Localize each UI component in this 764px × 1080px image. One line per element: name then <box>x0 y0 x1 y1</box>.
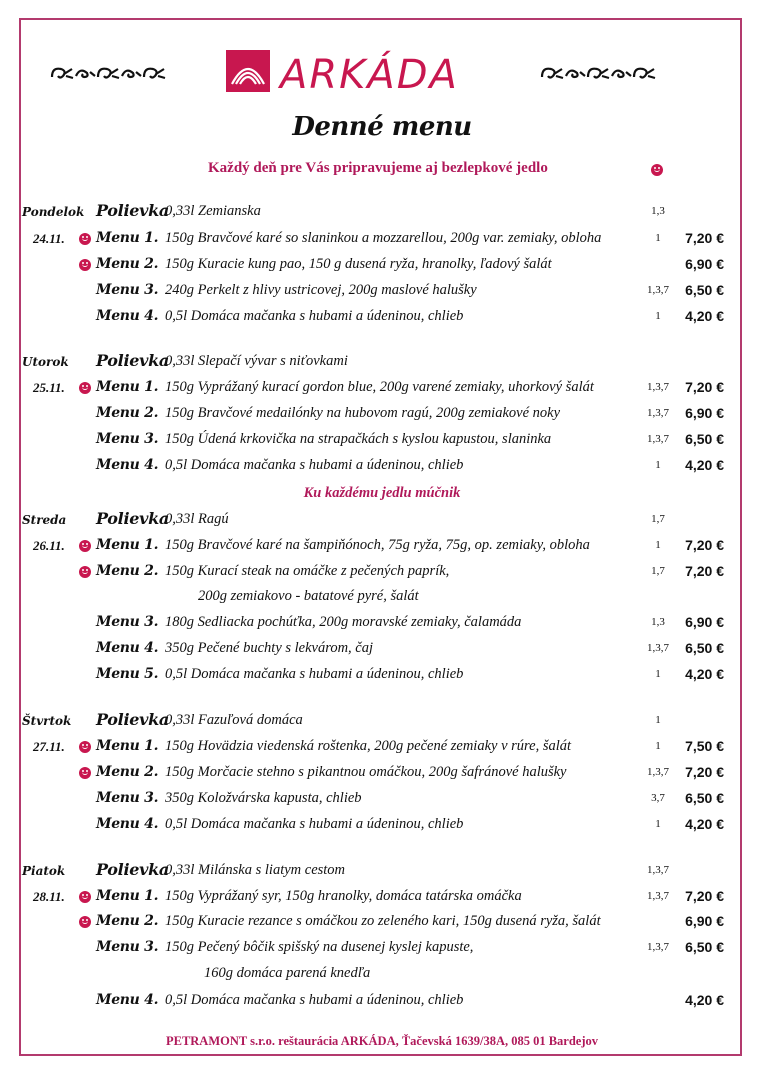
soup-row <box>0 350 764 374</box>
allergens: 1 <box>655 818 661 830</box>
item-description: 180g Sedliacka pochúťka, 200g moravské zemiaky, čalamáda <box>165 614 522 630</box>
day-name: Piatok <box>22 864 66 878</box>
item-description: 0,33l Fazuľová domáca <box>165 712 303 728</box>
item-description-continued: 200g zemiakovo - batatové pyré, šalát <box>198 588 419 604</box>
item-label: Polievka <box>96 201 169 220</box>
menu-row <box>0 305 764 329</box>
gluten-free-smiley-icon <box>79 741 91 753</box>
day-date: 27.11. <box>33 739 65 754</box>
price: 6,50 € <box>685 790 724 806</box>
allergens: 1,3,7 <box>647 381 669 393</box>
item-label: Menu 3. <box>96 614 159 630</box>
price: 7,20 € <box>685 230 724 246</box>
item-label: Menu 1. <box>96 738 159 754</box>
item-label: Menu 3. <box>96 282 159 298</box>
menu-row <box>0 910 764 934</box>
menu-row <box>0 813 764 837</box>
item-description: 0,5l Domáca mačanka s hubami a údeninou, chlieb <box>165 666 464 682</box>
price: 7,20 € <box>685 563 724 579</box>
item-description: 150g Kuracie rezance s omáčkou zo zeleného kari, 150g dusená ryža, šalát <box>165 913 601 929</box>
arkada-logo <box>226 48 488 94</box>
item-label: Menu 1. <box>96 537 159 553</box>
day-name: Pondelok <box>22 205 85 219</box>
allergens: 1 <box>655 668 661 680</box>
price: 6,90 € <box>685 405 724 421</box>
item-label: Menu 2. <box>96 913 159 929</box>
soup-row <box>0 200 764 224</box>
menu-row <box>0 402 764 426</box>
price: 7,20 € <box>685 379 724 395</box>
price: 4,20 € <box>685 666 724 682</box>
allergens: 1,3 <box>651 616 665 628</box>
soup-row <box>0 709 764 733</box>
smiley-icon <box>651 164 663 176</box>
allergens: 1 <box>655 232 661 244</box>
item-description: 0,33l Ragú <box>165 511 229 527</box>
allergens: 1,7 <box>651 513 665 525</box>
item-label: Menu 3. <box>96 939 159 955</box>
menu-row <box>0 376 764 400</box>
price: 6,90 € <box>685 913 724 929</box>
item-label: Menu 1. <box>96 888 159 904</box>
price: 6,90 € <box>685 614 724 630</box>
item-description: 0,33l Zemianska <box>165 203 261 219</box>
day-name: Streda <box>22 513 67 527</box>
allergens: 1,3 <box>651 205 665 217</box>
item-label: Menu 4. <box>96 640 159 656</box>
allergens: 3,7 <box>651 792 665 804</box>
price: 7,50 € <box>685 738 724 754</box>
item-description: 150g Bravčové medailónky na hubovom ragú, 200g zemiakové noky <box>165 405 561 421</box>
item-label: Polievka <box>96 509 169 528</box>
item-description: 150g Vyprážaný kurací gordon blue, 200g varené zemiaky, uhorkový šalát <box>165 379 594 395</box>
allergens: 1 <box>655 459 661 471</box>
allergens: 1,3,7 <box>647 890 669 902</box>
soup-row <box>0 859 764 883</box>
allergens: 1 <box>655 539 661 551</box>
price: 7,20 € <box>685 764 724 780</box>
price: 6,50 € <box>685 282 724 298</box>
allergens: 1,3,7 <box>647 284 669 296</box>
gluten-free-smiley-icon <box>79 259 91 271</box>
menu-row <box>0 611 764 635</box>
item-description: 0,5l Domáca mačanka s hubami a údeninou, chlieb <box>165 457 464 473</box>
footer-address: PETRAMONT s.r.o. reštaurácia ARKÁDA, Ťačevská 1639/38A, 085 01 Bardejov <box>165 1034 599 1048</box>
gluten-free-smiley-icon <box>79 233 91 245</box>
item-label: Menu 2. <box>96 256 159 272</box>
gluten-free-smiley-icon <box>79 382 91 394</box>
allergens: 1 <box>655 740 661 752</box>
day-name: Utorok <box>22 355 69 369</box>
menu-row <box>0 885 764 909</box>
item-description: 150g Kurací steak na omáčke z pečených paprík, <box>165 563 450 579</box>
item-description: 0,5l Domáca mačanka s hubami a údeninou, chlieb <box>165 308 464 324</box>
allergens: 1,3,7 <box>647 407 669 419</box>
menu-row <box>0 761 764 785</box>
item-description: 150g Vyprážaný syr, 150g hranolky, domáca tatárska omáčka <box>165 888 522 904</box>
menu-row <box>0 663 764 687</box>
menu-row <box>0 787 764 811</box>
logo-text: ARKÁDA <box>280 52 459 94</box>
allergens: 1,3,7 <box>647 941 669 953</box>
gluten-free-smiley-icon <box>79 916 91 928</box>
item-label: Menu 2. <box>96 563 159 579</box>
allergens: 1,3,7 <box>647 864 669 876</box>
item-description: 150g Bravčové karé so slaninkou a mozzarellou, 200g var. zemiaky, obloha <box>165 230 602 246</box>
allergens: 1 <box>655 714 661 726</box>
item-label: Polievka <box>96 860 169 879</box>
item-description: 240g Perkelt z hlivy ustricovej, 200g maslové halušky <box>165 282 477 298</box>
item-label: Menu 1. <box>96 379 159 395</box>
menu-row <box>0 253 764 277</box>
menu-row <box>0 428 764 452</box>
allergens: 1,3,7 <box>647 766 669 778</box>
gluten-free-smiley-icon <box>79 540 91 552</box>
day-name: Štvrtok <box>22 714 72 728</box>
ornament-left-icon <box>48 62 172 84</box>
item-description: 150g Údená krkovička na strapačkách s kyslou kapustou, slaninka <box>165 431 552 447</box>
item-description: 350g Koložvárska kapusta, chlieb <box>165 790 362 806</box>
menu-row <box>0 534 764 558</box>
item-description: 150g Pečený bôčik spišský na dusenej kyslej kapuste, <box>165 939 474 955</box>
menu-row <box>0 560 764 584</box>
item-description: 0,5l Domáca mačanka s hubami a údeninou, chlieb <box>165 816 464 832</box>
price: 4,20 € <box>685 992 724 1008</box>
item-label: Polievka <box>96 710 169 729</box>
item-description: 0,33l Slepačí vývar s niťovkami <box>165 353 348 369</box>
item-label: Menu 2. <box>96 764 159 780</box>
item-label: Menu 4. <box>96 992 159 1008</box>
item-label: Menu 4. <box>96 308 159 324</box>
day-date: 26.11. <box>33 538 65 553</box>
menu-row <box>0 227 764 251</box>
page-title: Denné menu <box>292 112 472 142</box>
day-date: 24.11. <box>33 231 65 246</box>
item-description: 0,5l Domáca mačanka s hubami a údeninou, chlieb <box>165 992 464 1008</box>
price: 4,20 € <box>685 457 724 473</box>
item-description: 0,33l Milánska s liatym cestom <box>165 862 346 878</box>
dessert-banner: Ku každému jedlu múčnik <box>303 485 461 501</box>
item-label: Menu 5. <box>96 666 159 682</box>
soup-row <box>0 508 764 532</box>
allergens: 1,7 <box>651 565 665 577</box>
menu-row <box>0 279 764 303</box>
ornament-right-icon <box>538 62 662 84</box>
item-label: Menu 4. <box>96 457 159 473</box>
price: 6,90 € <box>685 256 724 272</box>
price: 6,50 € <box>685 431 724 447</box>
item-description-continued: 160g domáca parená knedľa <box>204 965 371 981</box>
day-date: 25.11. <box>33 380 65 395</box>
item-label: Menu 2. <box>96 405 159 421</box>
price: 4,20 € <box>685 816 724 832</box>
day-date: 28.11. <box>33 889 65 904</box>
menu-row <box>0 735 764 759</box>
item-label: Menu 4. <box>96 816 159 832</box>
price: 6,50 € <box>685 640 724 656</box>
menu-row <box>0 936 764 960</box>
menu-row-continuation <box>0 962 764 986</box>
price: 4,20 € <box>685 308 724 324</box>
menu-row <box>0 637 764 661</box>
item-label: Menu 3. <box>96 431 159 447</box>
item-description: 350g Pečené buchty s lekvárom, čaj <box>165 640 374 656</box>
gluten-free-smiley-icon <box>79 891 91 903</box>
item-description: 150g Morčacie stehno s pikantnou omáčkou, 200g šafránové halušky <box>165 764 567 780</box>
gluten-free-notice: Každý deň pre Vás pripravujeme aj bezlepkové jedlo <box>208 160 548 176</box>
gluten-free-smiley-icon <box>79 566 91 578</box>
allergens: 1,3,7 <box>647 642 669 654</box>
menu-row-continuation <box>0 585 764 609</box>
item-label: Polievka <box>96 351 169 370</box>
item-description: 150g Bravčové karé na šampiňónoch, 75g ryža, 75g, op. zemiaky, obloha <box>165 537 590 553</box>
price: 6,50 € <box>685 939 724 955</box>
allergens: 1,3,7 <box>647 433 669 445</box>
price: 7,20 € <box>685 537 724 553</box>
logo-arch-icon <box>226 50 270 92</box>
item-label: Menu 1. <box>96 230 159 246</box>
item-description: 150g Hovädzia viedenská roštenka, 200g pečené zemiaky v rúre, šalát <box>165 738 572 754</box>
item-label: Menu 3. <box>96 790 159 806</box>
menu-row <box>0 454 764 478</box>
price: 7,20 € <box>685 888 724 904</box>
allergens: 1 <box>655 310 661 322</box>
item-description: 150g Kuracie kung pao, 150 g dusená ryža, hranolky, ľadový šalát <box>165 256 552 272</box>
gluten-free-smiley-icon <box>79 767 91 779</box>
menu-row <box>0 989 764 1013</box>
